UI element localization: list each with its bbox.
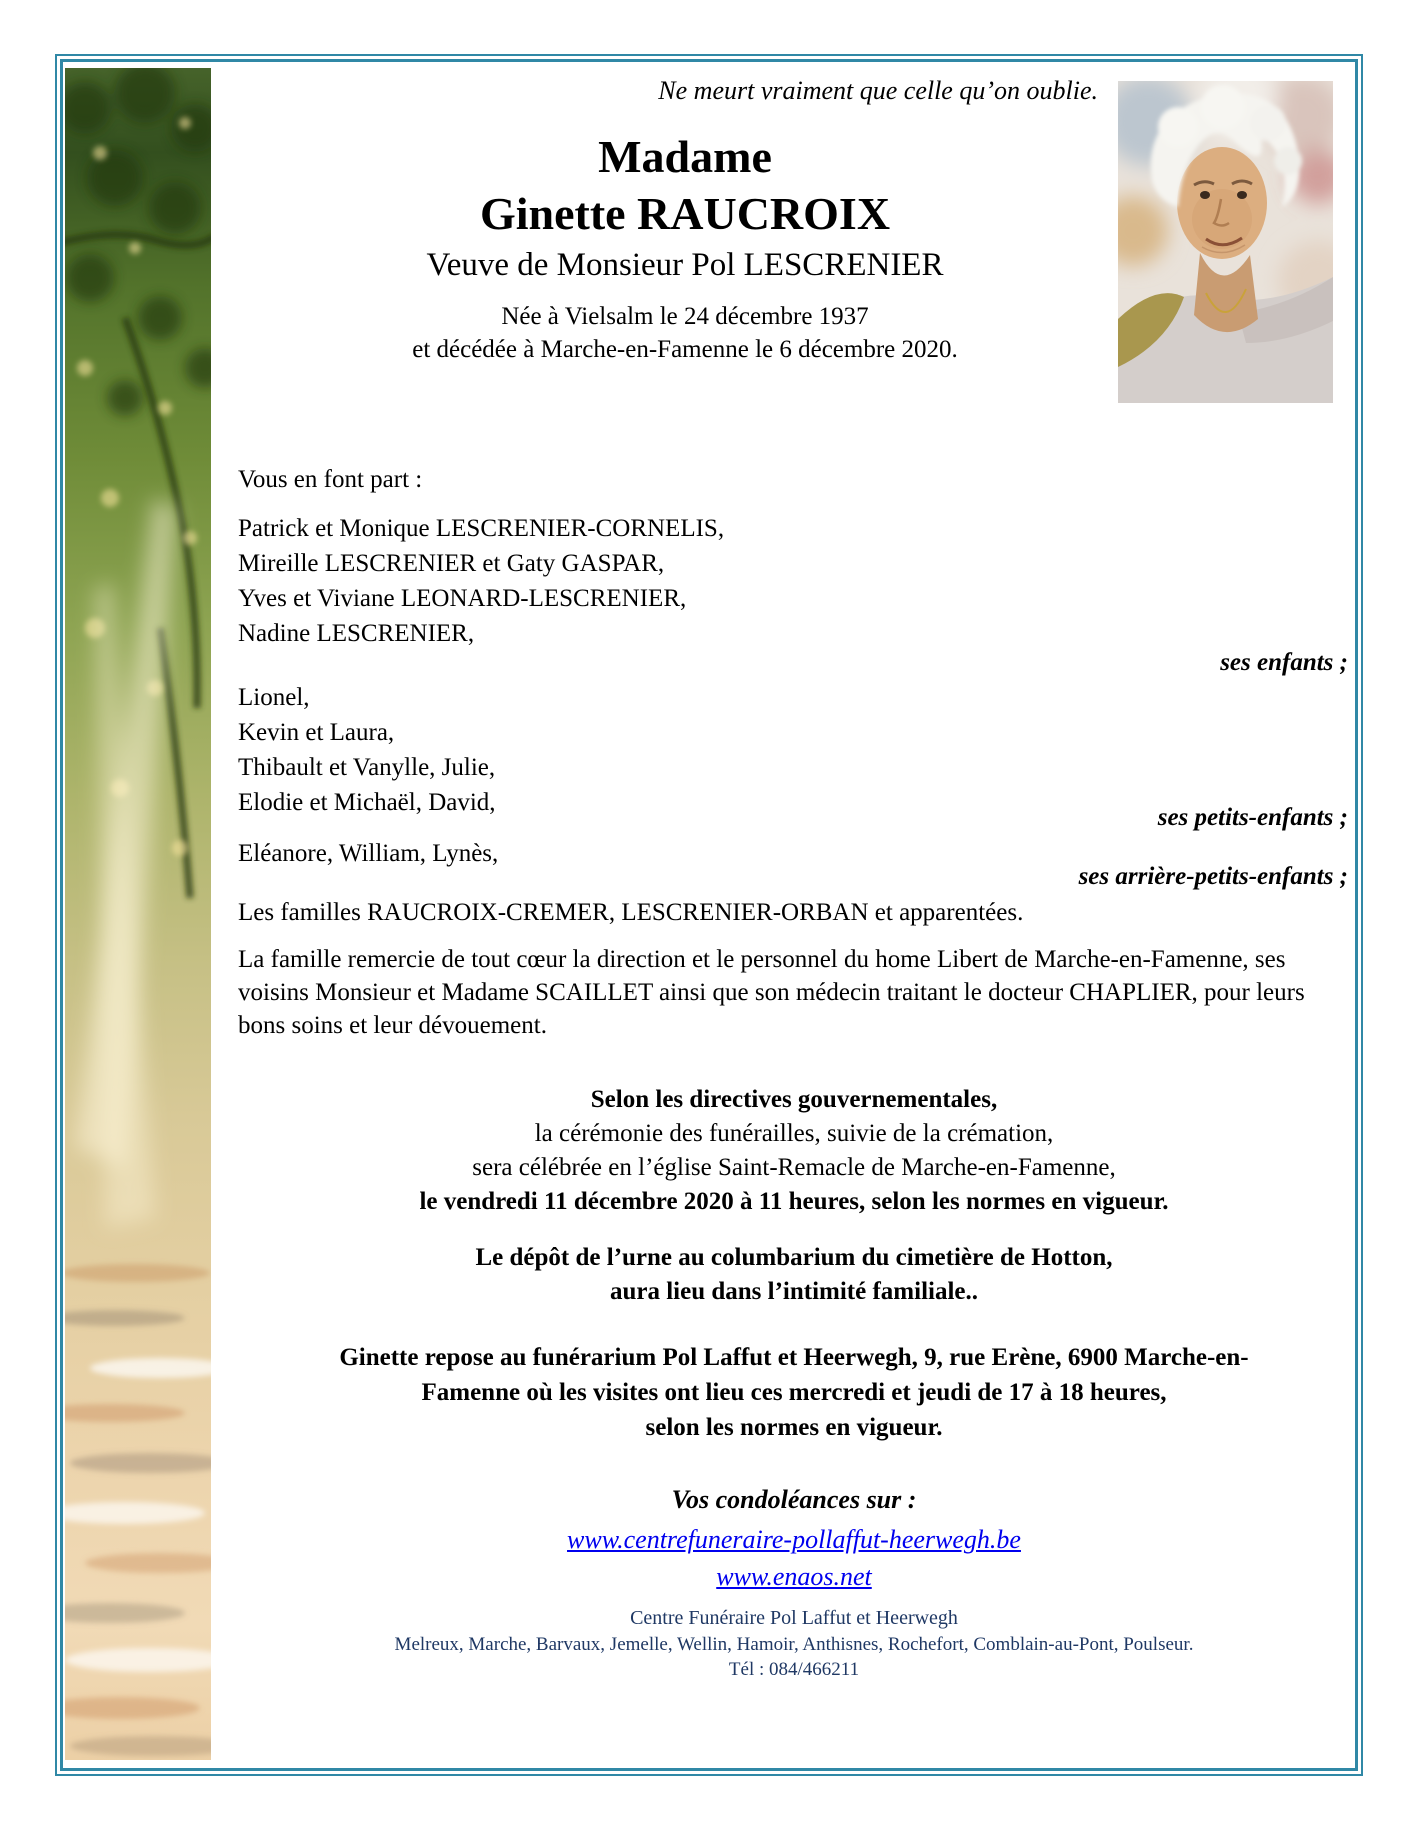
visits-line: Famenne où les visites ont lieu ces mercredi et jeudi de 17 à 18 heures, [421, 1379, 1167, 1406]
announcement-intro: Vous en font part : [238, 466, 423, 493]
grandchildren-list [238, 680, 496, 820]
urn-line: aura lieu dans l’intimité familiale.. [609, 1278, 979, 1305]
visits-block [238, 1340, 1350, 1445]
funeral-home-name: Centre Funéraire Pol Laffut et Heerwegh [630, 1607, 958, 1629]
list-item: Kevin et Laura, [238, 719, 395, 746]
ceremony-line: le vendredi 11 décembre 2020 à 11 heures, selon les normes en vigueur. [419, 1188, 1169, 1215]
condolences-links [238, 1521, 1350, 1595]
birth-death-dates [215, 300, 1155, 366]
visits-line: selon les normes en vigueur. [645, 1414, 943, 1441]
title-madame: Madame [598, 131, 772, 182]
list-item: Yves et Viviane LEONARD-LESCRENIER, [238, 585, 687, 612]
list-item: Elodie et Michaël, David, [238, 789, 496, 816]
list-item: Mireille LESCRENIER et Gaty GASPAR, [238, 550, 665, 577]
urn-line: Le dépôt de l’urne au columbarium du cimetière de Hotton, [475, 1244, 1113, 1271]
ceremony-line: sera célébrée en l’église Saint-Remacle de Marche-en-Famenne, [472, 1154, 1116, 1181]
great-grandchildren-label: ses arrière-petits-enfants ; [1078, 863, 1348, 890]
widow-subtitle: Veuve de Monsieur Pol LESCRENIER [426, 247, 944, 283]
funeral-home-phone: Tél : 084/466211 [728, 1659, 860, 1680]
great-grandchildren-list [238, 836, 498, 871]
condolences-link-enaos[interactable]: www.enaos.net [716, 1562, 872, 1591]
condolences-link-funeral-home[interactable]: www.centrefuneraire-pollaffut-heerwegh.be [567, 1525, 1021, 1554]
children-list [238, 511, 724, 651]
grandchildren-label: ses petits-enfants ; [1157, 804, 1348, 831]
footer [238, 1604, 1350, 1682]
urn-block [238, 1241, 1350, 1309]
header [215, 128, 1155, 288]
death-line: et décédée à Marche-en-Famenne le 6 décembre 2020. [412, 336, 958, 363]
ceremony-line: Selon les directives gouvernementales, [590, 1086, 998, 1113]
funeral-home-cities: Melreux, Marche, Barvaux, Jemelle, Wellin, Hamoir, Anthisnes, Rochefort, Comblain-au-Pont, Poulseur. [394, 1634, 1194, 1655]
families-line: Les familles RAUCROIX-CREMER, LESCRENIER-ORBAN et apparentées. [238, 899, 1024, 926]
list-item: Thibault et Vanylle, Julie, [238, 754, 496, 781]
birth-line: Née à Vielsalm le 24 décembre 1937 [501, 303, 869, 330]
thanks-paragraph: La famille remercie de tout cœur la direction et le personnel du home Libert de Marche-en-Famenne, ses voisins Monsieur et Madame SCAILLET ainsi que son médecin traitant le docteur CHAPLIER, pour leurs bons soins et leur dévouement. [238, 946, 1305, 1039]
forest-path-photo [65, 68, 211, 1760]
list-item: Lionel, [238, 684, 310, 711]
list-item: Patrick et Monique LESCRENIER-CORNELIS, [238, 515, 725, 542]
ceremony-line: la cérémonie des funérailles, suivie de la crémation, [534, 1120, 1054, 1147]
children-label: ses enfants ; [1220, 649, 1348, 676]
list-item: Eléanore, William, Lynès, [238, 840, 499, 867]
list-item: Nadine LESCRENIER, [238, 620, 475, 647]
epigraph: Ne meurt vraiment que celle qu’on oublie. [658, 76, 1098, 105]
condolences-label: Vos condoléances sur : [671, 1485, 917, 1514]
ceremony-block [238, 1083, 1350, 1219]
visits-line: Ginette repose au funérarium Pol Laffut et Heerwegh, 9, rue Erène, 6900 Marche-en- [339, 1344, 1249, 1371]
deceased-name: Ginette RAUCROIX [479, 188, 891, 239]
